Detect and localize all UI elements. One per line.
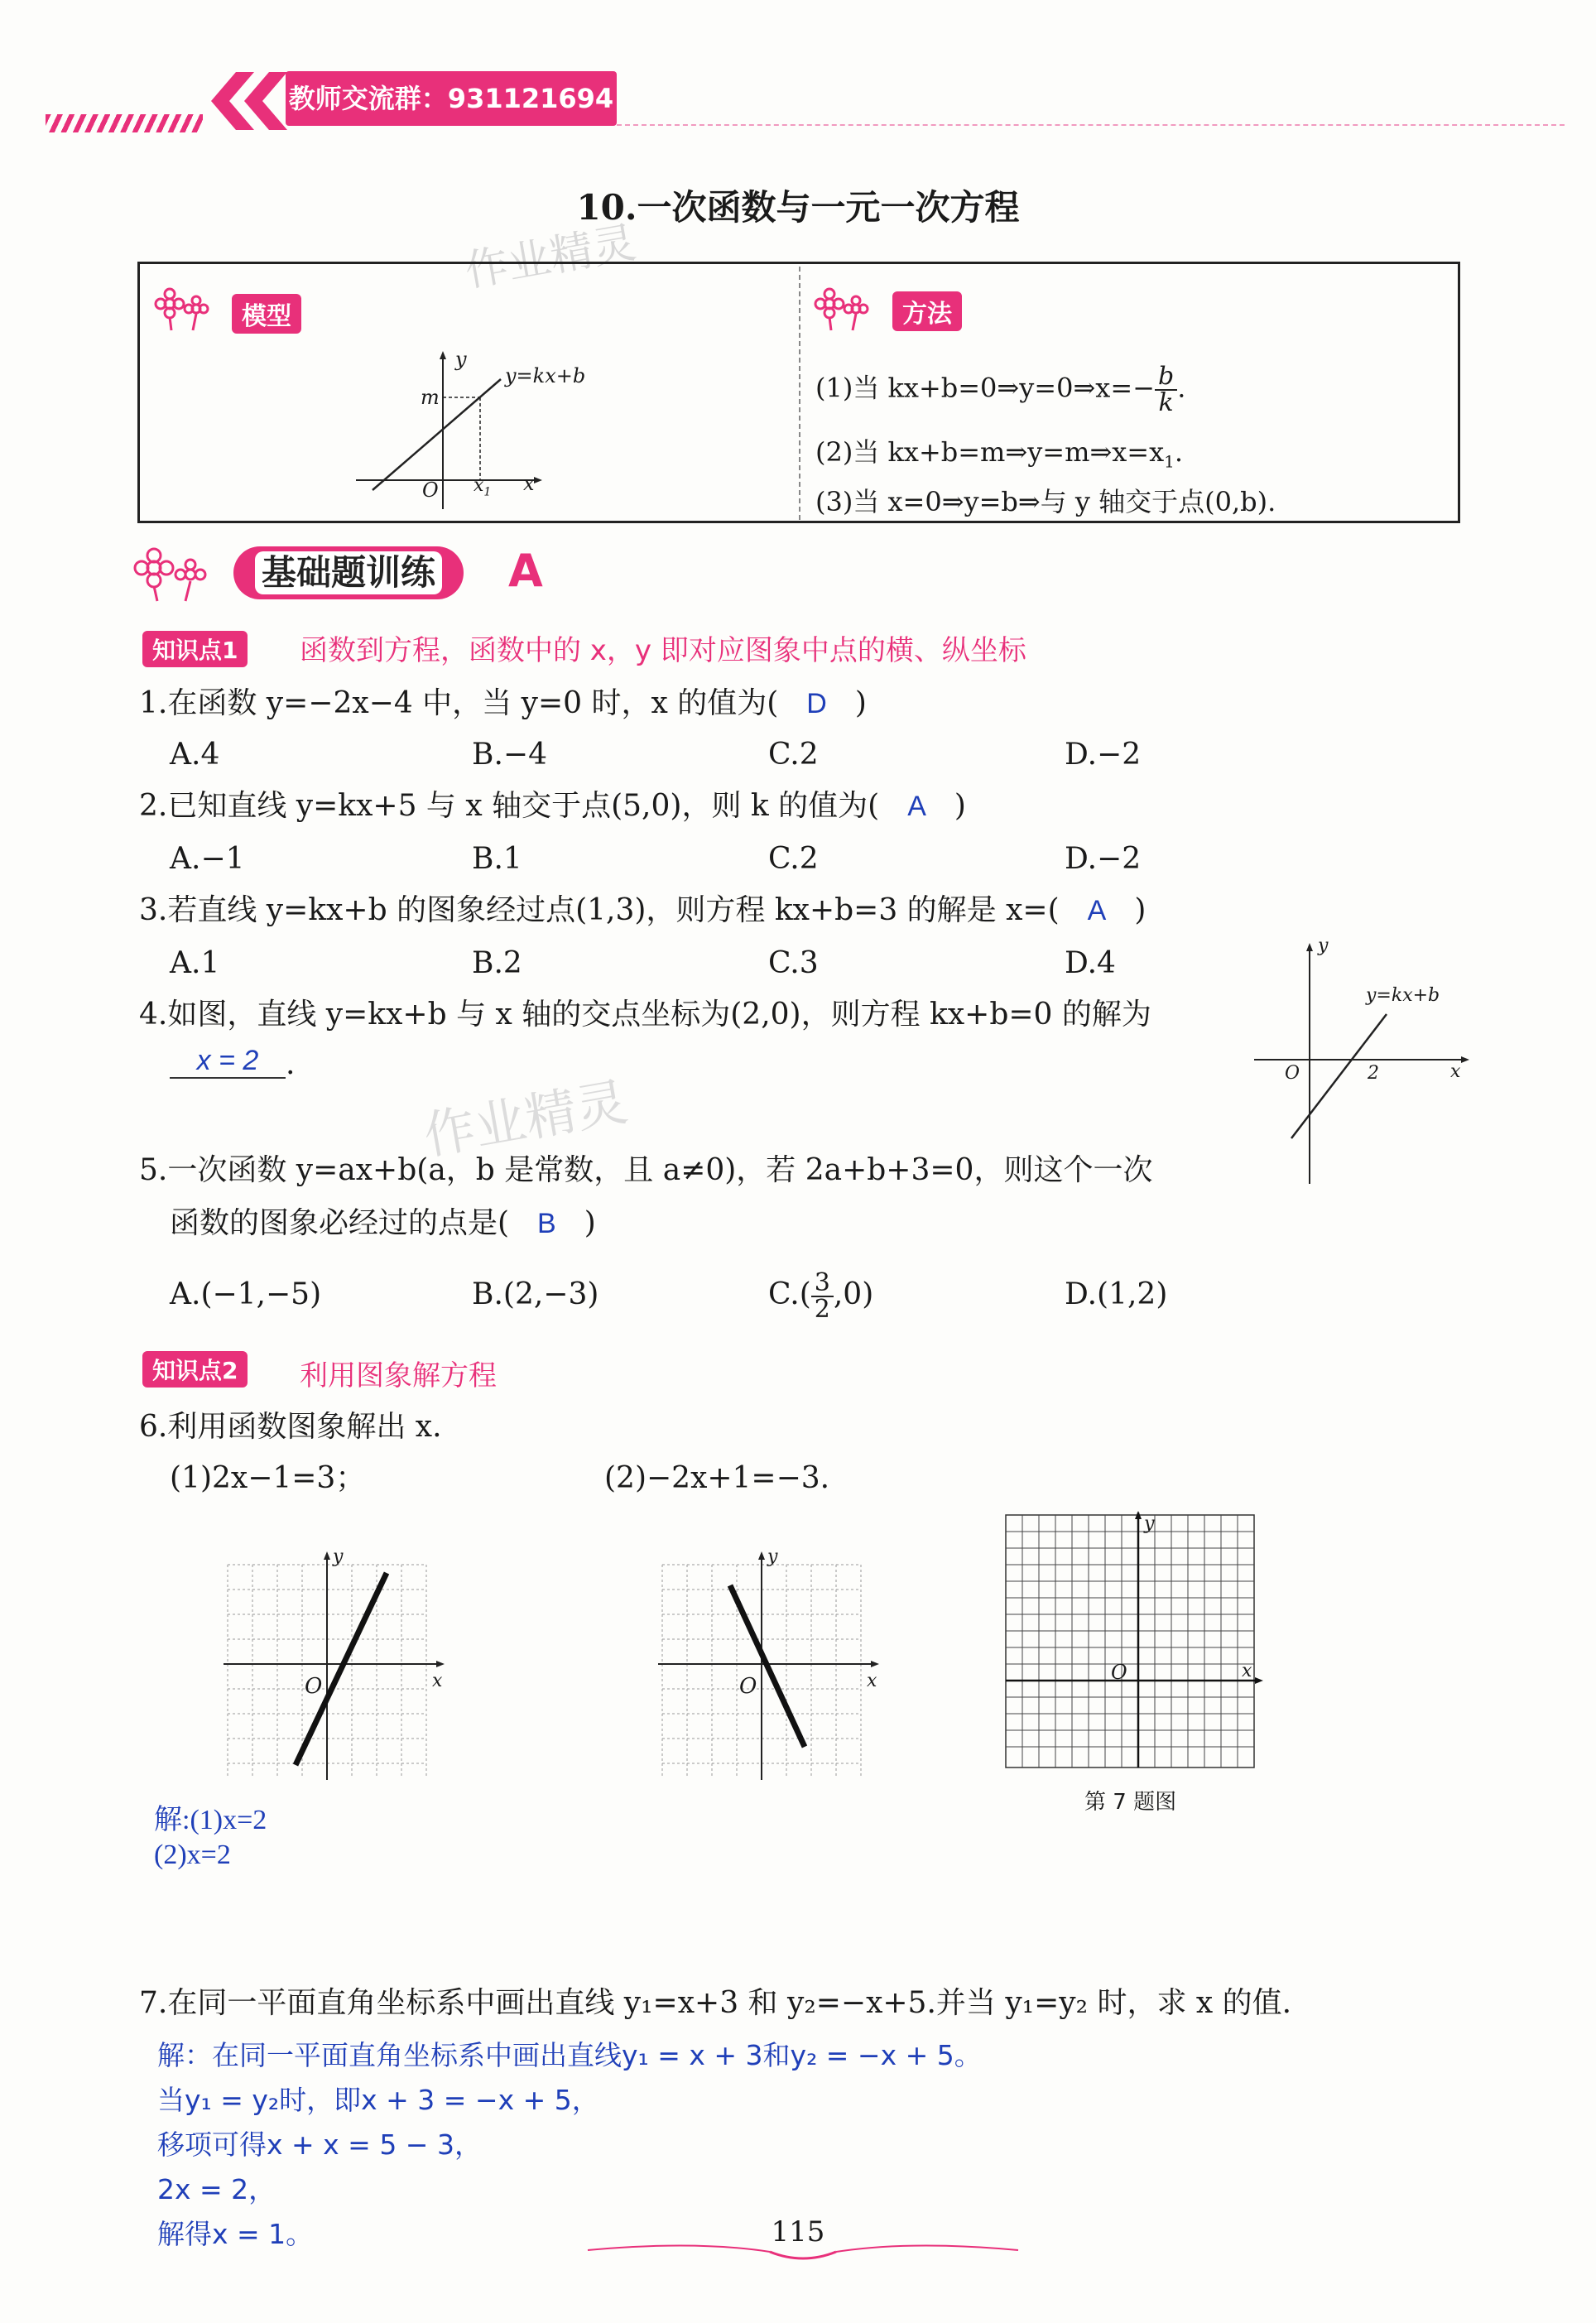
kp2-tag: 知识点2: [142, 1351, 248, 1388]
q7-grid: [1002, 1511, 1267, 1780]
question-6: 6.利用函数图象解出 x.: [139, 1410, 442, 1444]
answer-3: A: [1087, 895, 1107, 926]
q4-o-label: O: [1285, 1063, 1300, 1084]
kp1-title: 函数到方程，函数中的 x，y 即对应图象中点的横、纵坐标: [300, 634, 1026, 667]
q6-sub-2: (2)−2x+1=−3.: [604, 1461, 830, 1495]
model-x1-label: $x_1$: [474, 475, 492, 499]
q5-option-c: C.( $\frac{3}{2}$ ,0): [768, 1268, 874, 1324]
watermark: 作业精灵: [461, 218, 640, 297]
q6-sub-1: (1)2x−1=3；: [170, 1461, 366, 1495]
answer-4-period: .: [286, 1047, 296, 1081]
flower-icon: [813, 286, 887, 335]
q5-option-d: D.(1,2): [1065, 1277, 1168, 1311]
method-line-3: (3)当 x=0⇒y=b⇒与 y 轴交于点(0,b).: [815, 486, 1276, 517]
section-level: A: [508, 545, 543, 597]
q7-solution-line-4: 2x = 2，: [157, 2173, 276, 2205]
q7-solution-line-1: 解：在同一平面直角坐标系中画出直线y₁ = x + 3和y₂ = −x + 5。: [157, 2039, 982, 2071]
q7-x-label: x: [1242, 1661, 1252, 1681]
q6-graph-2: [654, 1548, 894, 1788]
kp2-title: 利用图象解方程: [300, 1359, 497, 1392]
q6-2-o-label: O: [739, 1674, 757, 1699]
q5-option-b: B.(2,−3): [472, 1277, 599, 1311]
model-m-label: m: [421, 386, 440, 409]
model-x-label: x: [523, 472, 535, 495]
q7-solution-line-2: 当y₁ = y₂时，即x + 3 = −x + 5，: [157, 2084, 599, 2116]
q6-graph-1: [219, 1548, 459, 1788]
q6-2-x-label: x: [867, 1671, 877, 1691]
flower-icon: [132, 545, 232, 606]
method-line-1: (1)当 kx+b=0⇒y=0⇒x=− $\frac{b}{k}$ .: [815, 362, 1186, 417]
q6-solution-2: (2)x=2: [154, 1840, 231, 1870]
q3-option-c: C.3: [768, 946, 819, 980]
q1-option-a: A.4: [170, 738, 220, 772]
q7-o-label: O: [1111, 1661, 1127, 1684]
q2-option-b: B.1: [472, 842, 522, 876]
q6-1-x-label: x: [432, 1671, 443, 1691]
question-5-line-1: 5.一次函数 y=ax+b(a，b 是常数，且 a≠0)，若 2a+b+3=0，则这个一次: [139, 1153, 1153, 1187]
q6-1-o-label: O: [305, 1674, 323, 1699]
q6-2-y-label: y: [767, 1546, 778, 1567]
watermark: 作业精灵: [419, 1070, 632, 1166]
q1-option-b: B.−4: [472, 738, 547, 772]
q2-option-d: D.−2: [1065, 842, 1142, 876]
section-title: 基础题训练: [233, 546, 464, 599]
model-y-label: y: [455, 348, 467, 371]
question-1: 1.在函数 y=−2x−4 中，当 y=0 时，x 的值为( D ): [139, 686, 867, 720]
question-5-line-2: 函数的图象必经过的点是( B ): [170, 1206, 596, 1240]
method-line-2: (2)当 $kx+b=m\Rightarrow y=m\Rightarrow x=x_1$.: [815, 436, 1184, 472]
q6-solution-1: 解:(1)x=2: [154, 1805, 267, 1835]
q2-option-c: C.2: [768, 842, 819, 876]
model-tag: 模型: [232, 294, 301, 334]
answer-5: B: [537, 1208, 556, 1239]
page-number: 115: [771, 2215, 825, 2248]
q4-graph: [1250, 940, 1473, 1188]
answer-1: D: [806, 688, 827, 719]
answer-4: x = 2: [196, 1045, 259, 1076]
model-line-label: y=kx+b: [505, 364, 586, 387]
question-3: 3.若直线 y=kx+b 的图象经过点(1,3)，则方程 kx+b=3 的解是 x=( A ): [139, 893, 1147, 927]
header-chevrons: [203, 68, 294, 137]
model-o-label: O: [422, 479, 439, 502]
header-dashed-line: [617, 124, 1565, 126]
teacher-group-banner: 教师交流群：931121694: [286, 71, 617, 126]
q3-option-b: B.2: [472, 946, 522, 980]
q5-option-a: A.(−1,−5): [170, 1277, 322, 1311]
q4-line-label: y=kx+b: [1366, 985, 1440, 1006]
q7-y-label: y: [1144, 1513, 1155, 1534]
page-title: 10.一次函数与一元一次方程: [576, 187, 1020, 228]
q4-x-label: x: [1450, 1061, 1461, 1082]
q3-option-a: A.1: [170, 946, 220, 980]
box-divider: [799, 267, 800, 520]
answer-2: A: [907, 791, 926, 822]
fig7-caption: 第 7 题图: [1084, 1790, 1177, 1815]
question-4: 4.如图，直线 y=kx+b 与 x 轴的交点坐标为(2,0)，则方程 kx+b=0 的解为: [139, 998, 1151, 1032]
question-7: 7.在同一平面直角坐标系中画出直线 y₁=x+3 和 y₂=−x+5.并当 y₁=y₂ 时，求 x 的值.: [139, 1986, 1292, 2020]
header-stripes: [46, 114, 203, 132]
q1-option-d: D.−2: [1065, 738, 1142, 772]
q2-option-a: A.−1: [170, 842, 245, 876]
answer-4-blank: [170, 1045, 286, 1079]
q3-option-d: D.4: [1065, 946, 1116, 980]
flower-icon: [153, 286, 228, 335]
q6-1-y-label: y: [333, 1546, 344, 1567]
q4-two-label: 2: [1368, 1063, 1379, 1084]
q7-solution-line-3: 移项可得x + x = 5 − 3，: [157, 2128, 482, 2161]
method-tag: 方法: [892, 291, 962, 331]
q1-option-c: C.2: [768, 738, 819, 772]
q4-y-label: y: [1318, 935, 1329, 956]
question-2: 2.已知直线 y=kx+5 与 x 轴交于点(5,0)，则 k 的值为( A ): [139, 789, 966, 823]
kp1-tag: 知识点1: [142, 631, 248, 667]
q7-solution-line-5: 解得x = 1。: [157, 2218, 314, 2250]
